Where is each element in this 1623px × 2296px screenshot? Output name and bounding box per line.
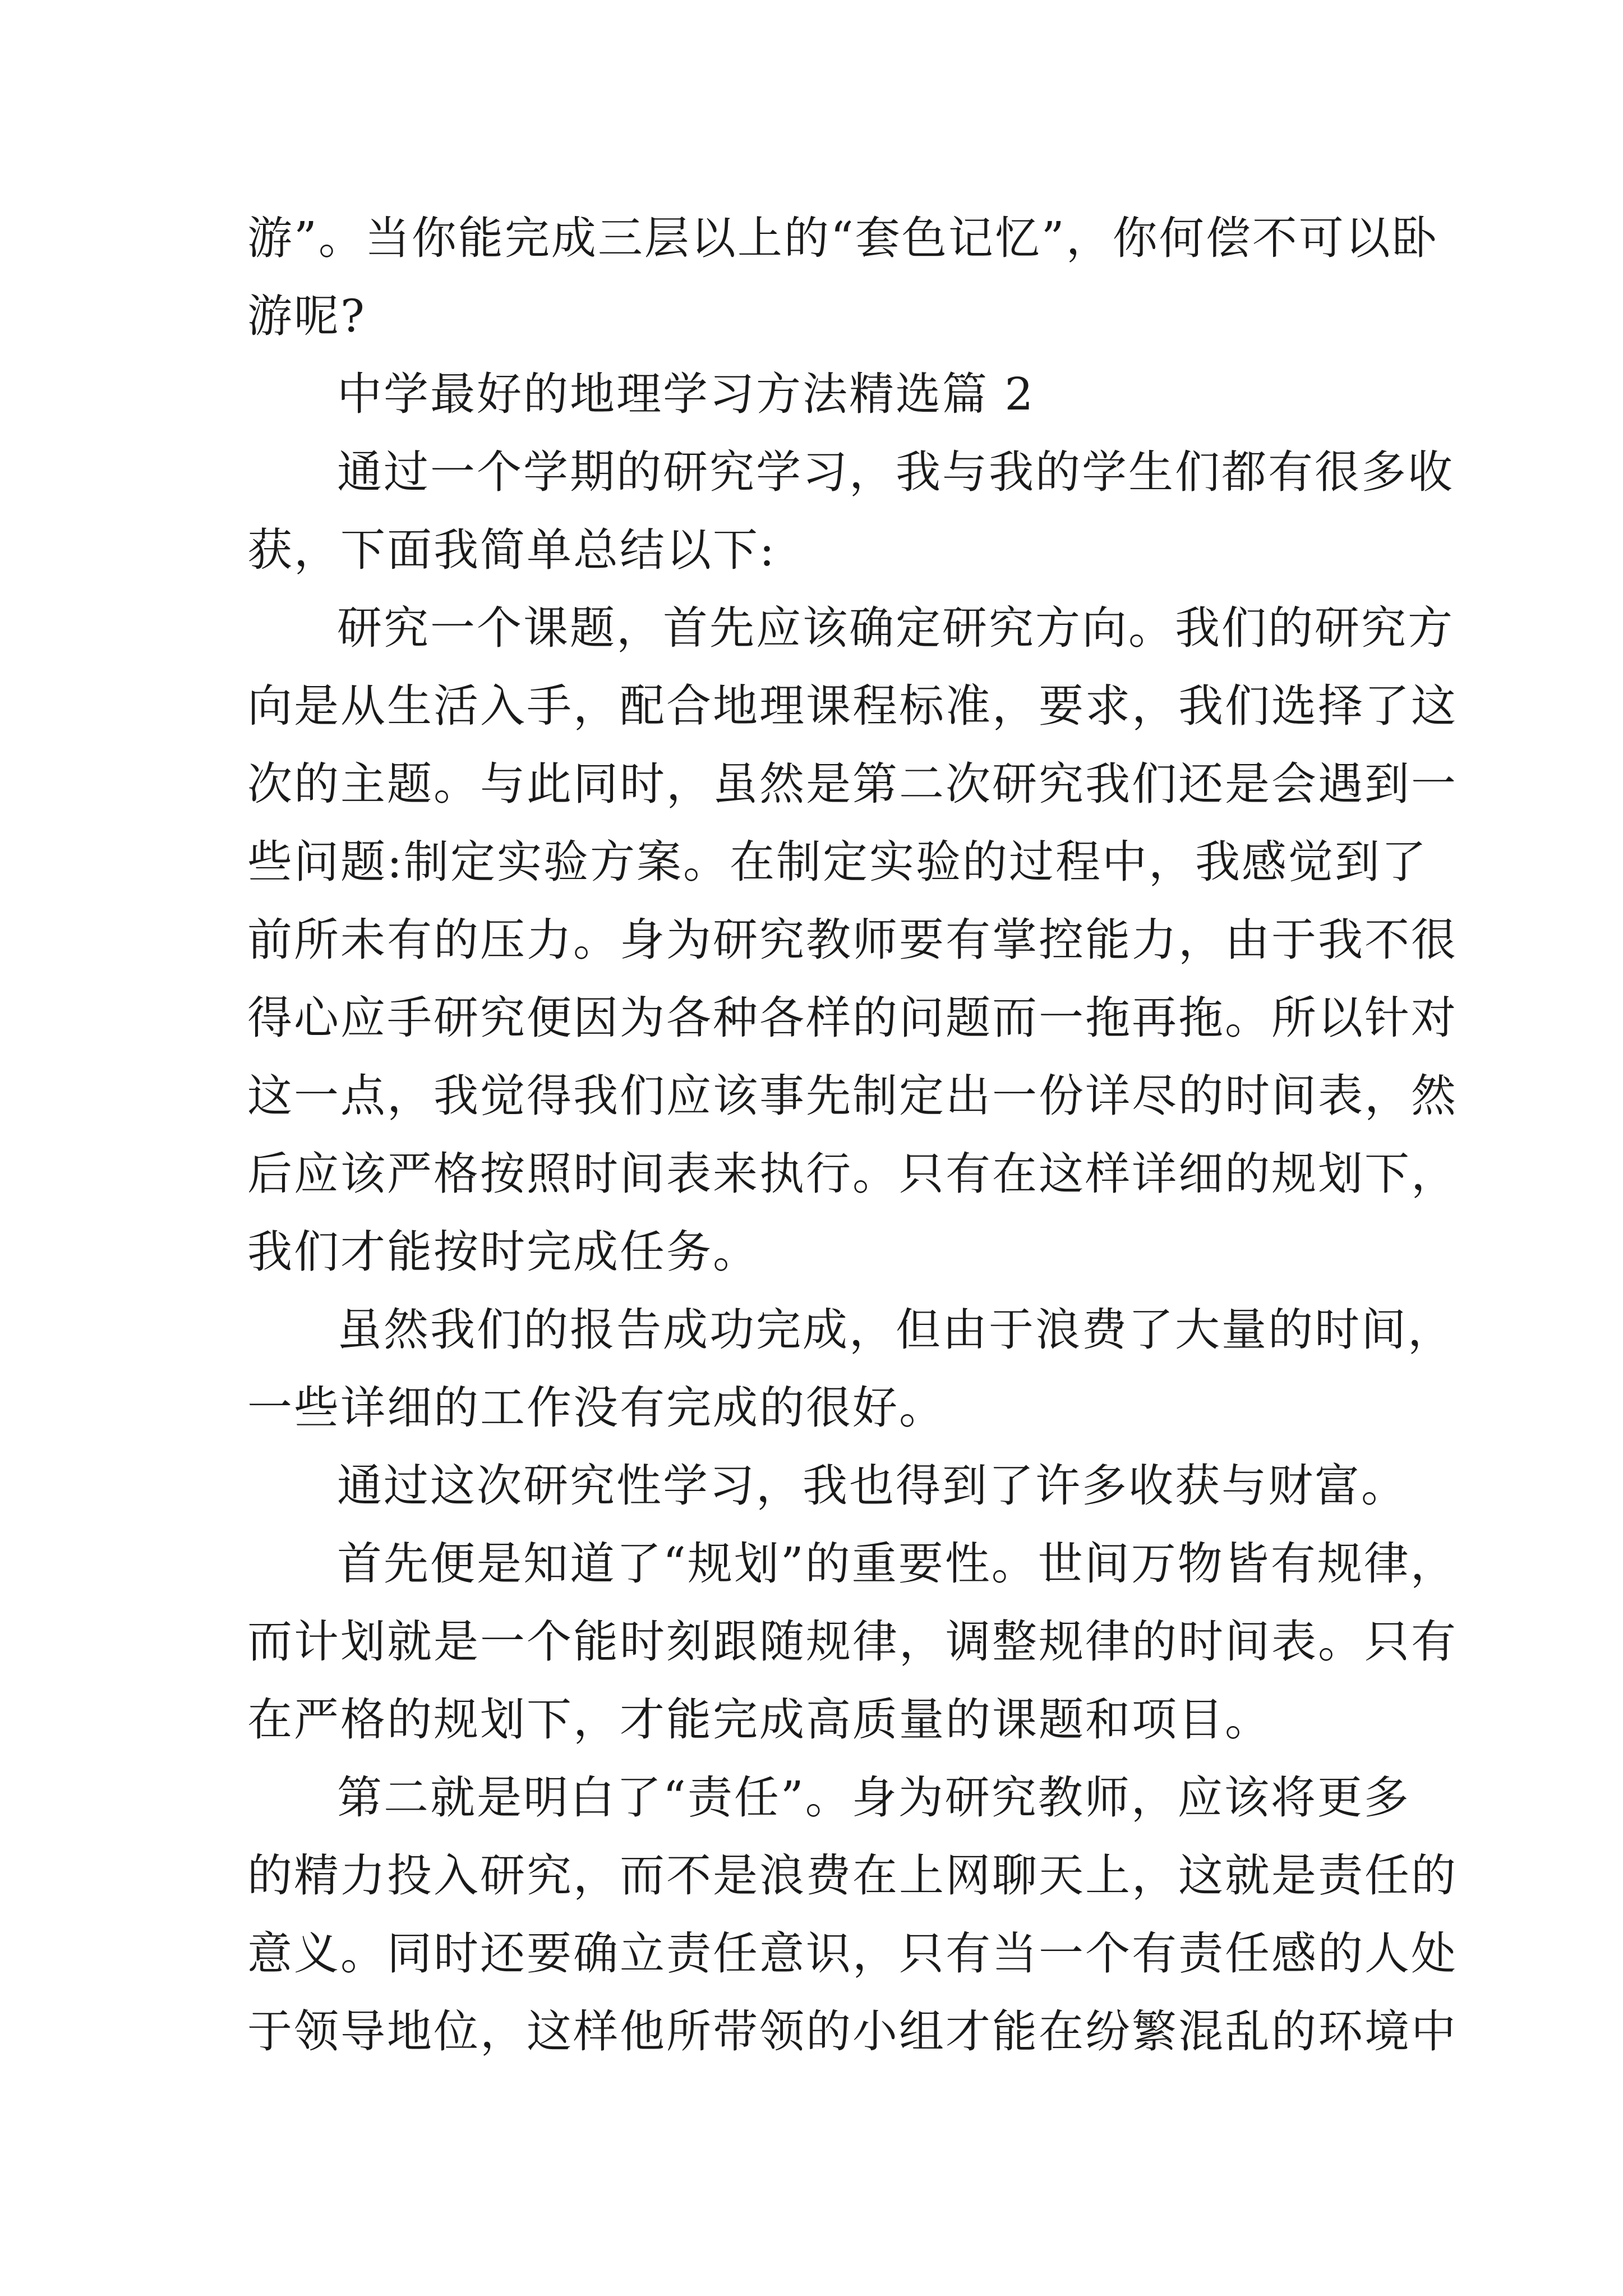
text-line: 前所未有的压力。身为研究教师要有掌控能力，由于我不很 — [247, 914, 1458, 966]
text-line: 中学最好的地理学习方法精选篇 2 — [337, 368, 1035, 420]
text-line: 通过这次研究性学习，我也得到了许多收获与财富。 — [337, 1460, 1408, 1512]
text-line: 我们才能按时完成任务。 — [247, 1226, 759, 1278]
text-line: 次的主题。与此同时，虽然是第二次研究我们还是会遇到一 — [247, 758, 1458, 810]
paragraph-continuation — [247, 199, 1438, 355]
paragraph-report — [247, 1291, 1454, 1447]
text-line: 意义。同时还要确立责任意识，只有当一个有责任感的人处 — [247, 1927, 1458, 1980]
text-line: 的精力投入研究，而不是浪费在上网聊天上，这就是责任的 — [247, 1849, 1458, 1902]
text-line: 在严格的规划下，才能完成高质量的课题和项目。 — [247, 1694, 1271, 1746]
text-line: 首先便是知道了“规划”的重要性。世间万物皆有规律， — [337, 1538, 1457, 1590]
text-line: 得心应手研究便因为各种各样的问题而一拖再拖。所以针对 — [247, 992, 1458, 1044]
paragraph-responsibility — [247, 1759, 1458, 2070]
paragraph-section-title — [247, 355, 1380, 433]
paragraph-intro — [247, 433, 1454, 589]
text-line: 研究一个课题，首先应该确定研究方向。我们的研究方 — [337, 602, 1454, 654]
text-line: 游”。当你能完成三层以上的“套色记忆”，你何偿不可以卧 — [247, 212, 1438, 264]
paragraph-gain — [247, 1447, 1408, 1525]
text-line: 第二就是明白了“责任”。身为研究教师，应该将更多 — [337, 1772, 1410, 1824]
text-line: 通过一个学期的研究学习，我与我的学生们都有很多收 — [337, 446, 1454, 498]
text-line: 一些详细的工作没有完成的很好。 — [247, 1382, 946, 1434]
text-line: 向是从生活入手，配合地理课程标准，要求，我们选择了这 — [247, 680, 1458, 732]
text-line: 些问题:制定实验方案。在制定实验的过程中，我感觉到了 — [247, 836, 1428, 888]
document-body — [247, 199, 1458, 2070]
text-line: 获，下面我简单总结以下: — [247, 524, 776, 576]
paragraph-planning — [247, 1525, 1458, 1759]
text-line: 这一点，我觉得我们应该事先制定出一份详尽的时间表，然 — [247, 1070, 1458, 1122]
paragraph-research — [247, 589, 1458, 1291]
text-line: 而计划就是一个能时刻跟随规律，调整规律的时间表。只有 — [247, 1616, 1458, 1668]
text-line: 于领导地位，这样他所带领的小组才能在纷繁混乱的环境中 — [247, 2005, 1458, 2058]
text-line: 游呢? — [247, 290, 366, 342]
text-line: 虽然我们的报告成功完成，但由于浪费了大量的时间， — [337, 1304, 1454, 1356]
text-line: 后应该严格按照时间表来执行。只有在这样详细的规划下， — [247, 1148, 1458, 1200]
